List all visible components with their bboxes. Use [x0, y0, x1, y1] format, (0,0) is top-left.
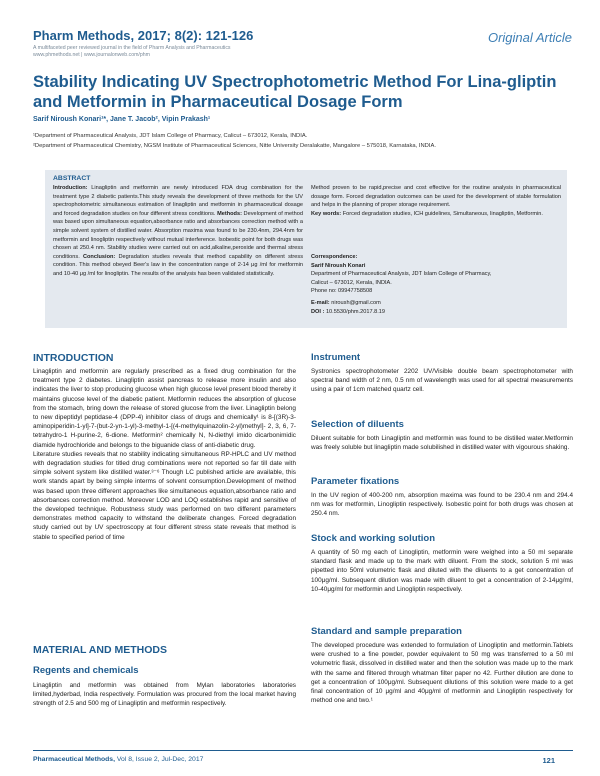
email-link[interactable]: niroush@gmail.com [331, 299, 381, 306]
diluents-heading: Selection of diluents [311, 419, 404, 430]
correspondence-dept: Department of Pharmaceutical Analysis, JDT Islam College of Pharmacy, [311, 271, 492, 278]
article-title: Stability Indicating UV Spectrophotometric Method For Lina-gliptin and Metformin in Pharmaceutical Dosage Form [33, 73, 557, 111]
parameter-paragraph: In the UV region of 400-200 nm, absorption maxima was found to be 230.4 nm and 294.4 nm was for metformin, Linogliptin respectively. Isobestic point for both drugs was chosen at 250.4 nm. [311, 492, 573, 518]
page-number: 121 [542, 756, 555, 765]
abstract-conclusion: Degradation studies reveals that method capability on different stress condition. This method obeyed Beer's law in the concentration range of 2-14 μg /ml for metformin and 10-40 μg /ml for linogliptin. The results of the analysis has been validated statistically. [53, 253, 303, 277]
author-list: Sarif Niroush Konari¹*, Jane T. Jacob², Vipin Prakash¹ [33, 116, 211, 123]
abstract-right-column [311, 184, 561, 218]
journal-citation: Pharm Methods, 2017; 8(2): 121-126 [33, 28, 254, 43]
doi-link[interactable]: 10.5530/phm.2017.8.19 [325, 308, 386, 315]
correspondence-phone: Phone no: 09947758508 [311, 288, 373, 295]
diluents-paragraph: Diluent suitable for both Linagliptin and metformin was found to be distilled water.Metformin was freely soluble but linagliptin made solubilished in distilled water with vigourous shaking. [311, 435, 573, 452]
parameter-heading: Parameter fixations [311, 476, 400, 487]
correspondence-city: Calicut – 673012, Kerala, INDIA. [311, 279, 392, 286]
footer-citation [33, 756, 203, 763]
intro-paragraph-1: Linagliptin and metformin are regularly prescribed as a fixed drug combination for the treatment type 2 diabetes. Linagliptin assist pancreas to release more insulin and also indicates the liver to stop producing glucose when high glucose level present blood thereby it maintains glucose level of the diabetic patient. Metformin reduces the absorption of glucose from the stomach, bring down the release of stored glucose from the liver. Linagliptin belong to new dipeptidyl peptidase-4 (DPP-4) inhibitor class of drugs and chemically¹ is 8-[(3R)-3-aminopiperidin-1-yl]-7-(but-2-yn-1-yl)-3-methyl-1-[(4-methylquinazolin-2-yl)methyl]- 2, 3, 6, 7-tetrahydro-1 H-purine-2, 6-dione. Metformin² chemically N, N-diethyl imido dicarbonimidic diamide hydrochloride and belongs to the biguanide class of anti-diabetic drug. [33, 368, 296, 449]
stock-solution-heading: Stock and working solution [311, 533, 436, 544]
sample-prep-paragraph: The developed procedure was extended to formulation of Linogliptin and metformin.Tablets were crushed to a fine powder, powder equivalent to 50 mg was transferred to a 50 ml volumetric flask, dissolved in distilled water and then the solution was made up to the mark with the same and filtered through whatman filter paper no 42. Further dilution are done to get a concentration of 100μg/ml. Subsequent dilutions of this solution were made to a get final concentration of 10 μg/ml and 40μg/ml of metformin and Linogliptin respectively for method one and two.¹ [311, 642, 573, 705]
sample-prep-heading: Standard and sample preparation [311, 626, 462, 637]
abstract-left-column [53, 184, 303, 279]
reagents-heading: Regents and chemicals [33, 665, 139, 676]
abstract-methods-label: Methods: [217, 210, 242, 217]
journal-subtitle [33, 45, 231, 58]
abstract-intro-label: Introduction: [53, 185, 88, 191]
correspondence-heading: Correspondence: [311, 254, 358, 260]
footer-journal: Pharmaceutical Methods, [33, 756, 115, 763]
material-methods-heading: MATERIAL AND METHODS [33, 644, 167, 656]
abstract-right-text: Method proven to be rapid,precise and cost effective for the routine analysis in pharmaceutical dosage form. Forced degradation outcomes can be used for the development of stable formulation and helps in the planning of proper storage requirement. [311, 185, 561, 209]
journal-subtitle-line1: A multifaceted peer reviewed journal in the field of Pharm Analysis and Pharmaceutics [33, 45, 231, 51]
affiliation-1: ¹Department of Pharmaceutical Analysis, JDT Islam College of Pharmacy, Calicut – 673012, Kerala, INDIA. [33, 133, 308, 139]
email-label: E-mail: [311, 299, 330, 306]
correspondence-name: Sarif Niroush Konari [311, 262, 366, 269]
doi-label: DOI : [311, 308, 325, 315]
stock-solution-paragraph: A quantity of 50 mg each of Linogliptin, metformin were weighed into a 50 ml separate standard flask and made up to the mark with diluent. From the stock, solution 5 ml was pipetted into 50ml volumetric flask and diluted with the diluents to a get concentration of 100μg/ml. Subsequent dilution was made with diluent to get a concentration of 2-14μg/ml, 10-40μg/ml for metformin and Linogliptin respectively. [311, 549, 573, 593]
keywords-label: Key words: [311, 210, 342, 217]
keywords: Forced degradation studies, ICH guidelines, Simultaneous, linagliptin, Metformin. [342, 210, 543, 217]
reagents-paragraph: Linagliptin and metformin was obtained from Mylan laboratories laboratories limited,hyderbad, India respectively. Formulation was procured from the local market having strength of 2.5 and 500 mg of Linagliptin and metformin respectively. [33, 682, 296, 708]
introduction-body [33, 367, 296, 542]
abstract-intro: Linagliptin and metformin are newly introduced FDA drug combination for the treatment type 2 diabetic patients.This study reveals the development of three methods for the UV spectrophotometric simultaneous estimation of linagliptin and metformin in pharmaceutical dosage and forced degradation studies on four different stress conditions. [53, 185, 303, 217]
affiliation-2: ²Department of Pharmaceutical Chemistry, NGSM Institute of Pharmaceutical Sciences, Nitte University Deralakatte, Mangalore – 575018, Karnataka, INDIA. [33, 143, 436, 149]
abstract-heading: ABSTRACT [53, 175, 91, 182]
abstract-methods: Development of method was based upon simultaneous equation,absorbance ratio and absorbances correction method with a simple solvent system of distilled water. Absorption maxima was found to be 230.4nm, 294.4nm for metformin and linogliptin respectively without mutual interference. Isobestic point for both drugs was chosen at 250.4 nm. Stability studies were carried out on acid,alkaline,peroxide and thermal stress conditions. [53, 210, 304, 260]
intro-paragraph-2: Literature studies reveals that no stability indicating simultaneous RP-HPLC and UV method with degradation studies for titled drug combinations were not reported so far till date with simple solvent system like distilled water.³⁻⁶ Though LC published article are available, this work stands apart by being simple interms of solvent consumption.Development of method was based upon three different approaches like simultaneous equation,absorbance ratio and absorbances correction method. Moreover LOD and LOQ establishes rapid and sensitive of the developed technique. Robustness study was performed on two different parameters demonstrates method capacity to withstand the deliberate changes. Forced degradation study carried out by UV spectroscopy at four different stress state reveals that method is stable to specified period of time [33, 450, 296, 541]
journal-website-link[interactable]: www.phmethods.net | www.journalonweb.com/phm [33, 51, 150, 58]
introduction-heading: INTRODUCTION [33, 352, 114, 364]
article-type-label: Original Article [487, 30, 572, 45]
correspondence-block [311, 253, 561, 316]
instrument-paragraph: Systronics spectrophotometer 2202 UV/Visible double beam spectrophotometer with spectral band width of 2 nm, 0.5 nm of wavelength was used for all spectral measurements using a pair of 1cm matched quartz cell. [311, 368, 573, 394]
footer-details: Vol 8, Issue 2, Jul-Dec, 2017 [116, 756, 204, 763]
footer-rule [33, 750, 573, 751]
abstract-conclusion-label: Conclusion: [82, 253, 116, 260]
instrument-heading: Instrument [311, 352, 361, 363]
